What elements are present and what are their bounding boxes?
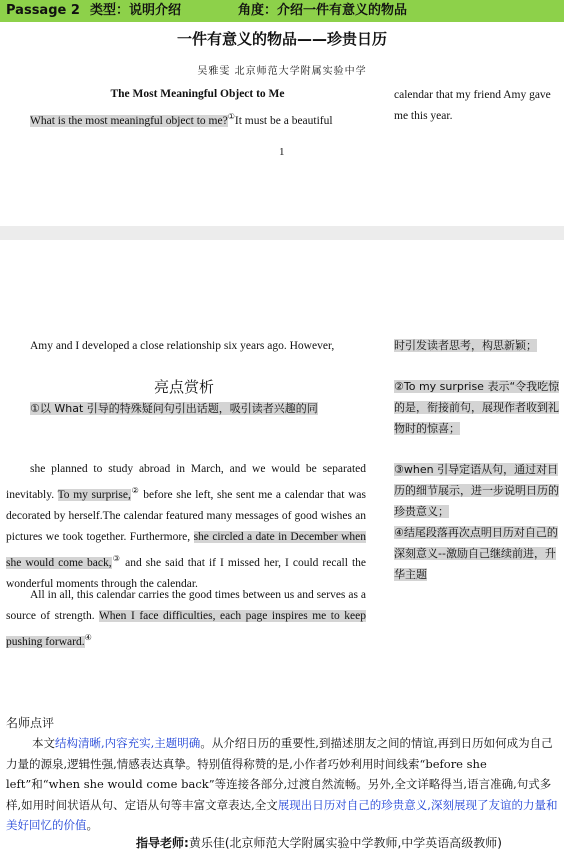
note-3: ③when 引导定语从句，通过对日历的细节展示，进一步说明日历的珍贵意义；: [394, 463, 559, 518]
essay-paragraph-4: All in all, this calendar carries the good times between us and serves as a source of strength. When I face difficulties, each page inspires me to keep pushing forward.④: [6, 589, 366, 648]
marker-4: ④: [84, 633, 92, 642]
passage-header-bar: [0, 0, 564, 22]
marker-1: ①: [227, 112, 235, 121]
chinese-title: 一件有意义的物品——珍贵日历: [176, 30, 387, 48]
review-body: 本文结构清晰,内容充实,主题明确。从介绍日历的重要性,到描述朋友之间的情谊,再到日历如何成为自己力量的源泉,逻辑性强,情感表达真挚。特别值得称赞的是,小作者巧妙利用时间线索“before she left”和“when she would come back”等连接各部分,过渡自然流畅。另外,全文详略得当,语言准确,句式多样,如用时间状语从句、定语从句等丰富文章表达,全文展现出日历对自己的珍贵意义,深刻展现了友谊的力量和美好回忆的价值。: [6, 736, 558, 832]
review-heading: 名师点评: [6, 716, 55, 730]
passage-angle: 角度：介绍一件有意义的物品: [238, 3, 408, 18]
right-column-continuation: calendar that my friend Amy gave me this year.: [394, 89, 551, 122]
highlight-conclusion: When I face difficulties, each page inspires me to keep pushing forward.: [6, 610, 366, 648]
essay-paragraph-3: she planned to study abroad in March, and we would be separated inevitably. To my surprise,② before she left, she sent me a calendar that was decorated by herself.The calendar featured many messages of good wishes an pictures we took together. Furthermore, she circled a date in December when she would come back,③ and she said that if I missed her, I could recall the wonderful moments through the calendar.: [6, 463, 367, 590]
highlight-surprise: To my surprise,: [57, 488, 131, 501]
review-highlight-2: 展现出日历对自己的珍贵意义,深刻展现了友谊的力量和美好回忆的价值: [6, 797, 558, 832]
teacher-line: [136, 834, 502, 851]
note-2: ②To my surprise 表示“令我吃惊的是，衔接前句，展现作者收到礼物时的惊喜；: [394, 380, 560, 435]
english-title: The Most Meaningful Object to Me: [110, 88, 285, 100]
highlight-circled-date: she circled a date in December when she would come back,: [6, 530, 366, 569]
note-1-continued: 时引发读者思考，构思新颖；: [394, 339, 537, 352]
note-4: ④结尾段落再次点明日历对自己的深刻意义--激励自己继续前进，升华主题: [394, 526, 558, 581]
review-highlight-1: 结构清晰,内容充实,主题明确: [55, 736, 201, 750]
highlight-question: What is the most meaningful object to me?: [30, 114, 228, 127]
teacher-name: 黄乐佳(北京师范大学附属实验中学教师,中学英语高级教师): [188, 836, 502, 850]
essay-paragraph-2: Amy and I developed a close relationship six years ago. However,: [30, 340, 335, 352]
marker-2: ②: [130, 486, 140, 495]
author-line: 吴雅雯 北京师范大学附属实验中学: [197, 66, 367, 77]
page-number: 1: [279, 146, 285, 158]
passage-type: 类型：说明介绍: [90, 3, 182, 18]
passage-label: Passage 2: [6, 3, 80, 18]
notes-heading: 亮点赏析: [154, 378, 215, 396]
note-1: ①以 What 引导的特殊疑问句引出话题，吸引读者兴趣的同: [30, 402, 318, 415]
page-break: [0, 226, 564, 240]
marker-3: ③: [111, 553, 122, 563]
teacher-label: 指导老师:: [136, 836, 189, 850]
essay-paragraph-1: What is the most meaningful object to me?①It must be a beautiful: [30, 112, 333, 127]
